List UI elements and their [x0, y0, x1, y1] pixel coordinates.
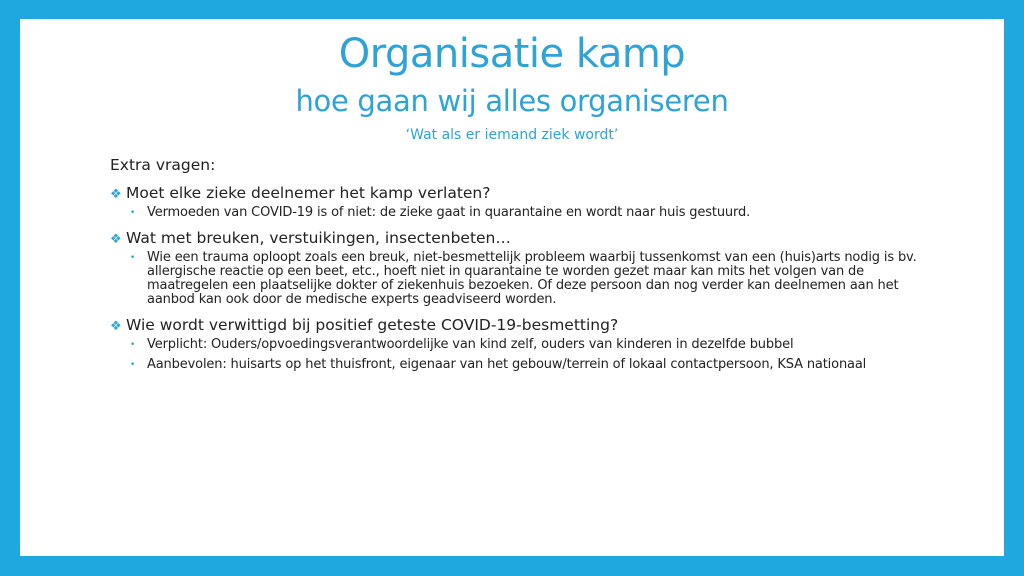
point-text: Verplicht: Ouders/opvoedingsverantwoordelijke van kind zelf, ouders van kinderen in dezelfde bubbel [147, 337, 794, 352]
point-text: Wie een trauma oploopt zoals een breuk, niet-besmettelijk probleem waarbij tussenkomst van een (huis)arts nodig is bv. allergische reactie op een beet, etc., hoeft niet in quarantaine te worden gezet maar kan mits het volgen van de maatregelen een plaatselijke dokter of ziekenhuis bezoeken. Of deze persoon dan nog verder kan deelnemen aan het aanbod kan ook door de medische experts geadviseerd worden. [147, 250, 917, 307]
diamond-bullet-icon: ❖ [110, 232, 122, 247]
question-section-2 [110, 229, 930, 307]
point-text: Vermoeden van COVID-19 is of niet: de zieke gaat in quarantaine en wordt naar huis gestuurd. [147, 205, 751, 220]
diamond-bullet-icon: ❖ [110, 319, 122, 334]
slide [20, 19, 1004, 556]
question-section-1 [110, 184, 930, 220]
diamond-bullet-icon: ❖ [110, 187, 122, 202]
question-item [110, 316, 930, 336]
question-text: Wie wordt verwittigd bij positief geteste COVID-19-besmetting? [126, 316, 619, 334]
point-item [130, 358, 930, 372]
question-item [110, 229, 930, 249]
question-text: Wat met breuken, verstuikingen, insectenbeten… [126, 229, 511, 247]
dot-bullet-icon: • [130, 340, 136, 350]
question-section-3 [110, 316, 930, 372]
intro-text: Extra vragen: [110, 156, 216, 174]
dot-bullet-icon: • [130, 208, 136, 218]
question-text: Moet elke zieke deelnemer het kamp verlaten? [126, 184, 491, 202]
slide-subtitle: hoe gaan wij alles organiseren [295, 84, 729, 118]
point-item [130, 251, 930, 307]
slide-title: Organisatie kamp [338, 31, 686, 77]
dot-bullet-icon: • [130, 253, 136, 263]
dot-bullet-icon: • [130, 360, 136, 370]
point-item [130, 338, 930, 352]
point-text: Aanbevolen: huisarts op het thuisfront, eigenaar van het gebouw/terrein of lokaal contactpersoon, KSA nationaal [147, 357, 867, 372]
slide-body [110, 155, 930, 381]
point-item [130, 206, 930, 220]
slide-tagline: ‘Wat als er iemand ziek wordt’ [405, 127, 619, 143]
question-item [110, 184, 930, 204]
